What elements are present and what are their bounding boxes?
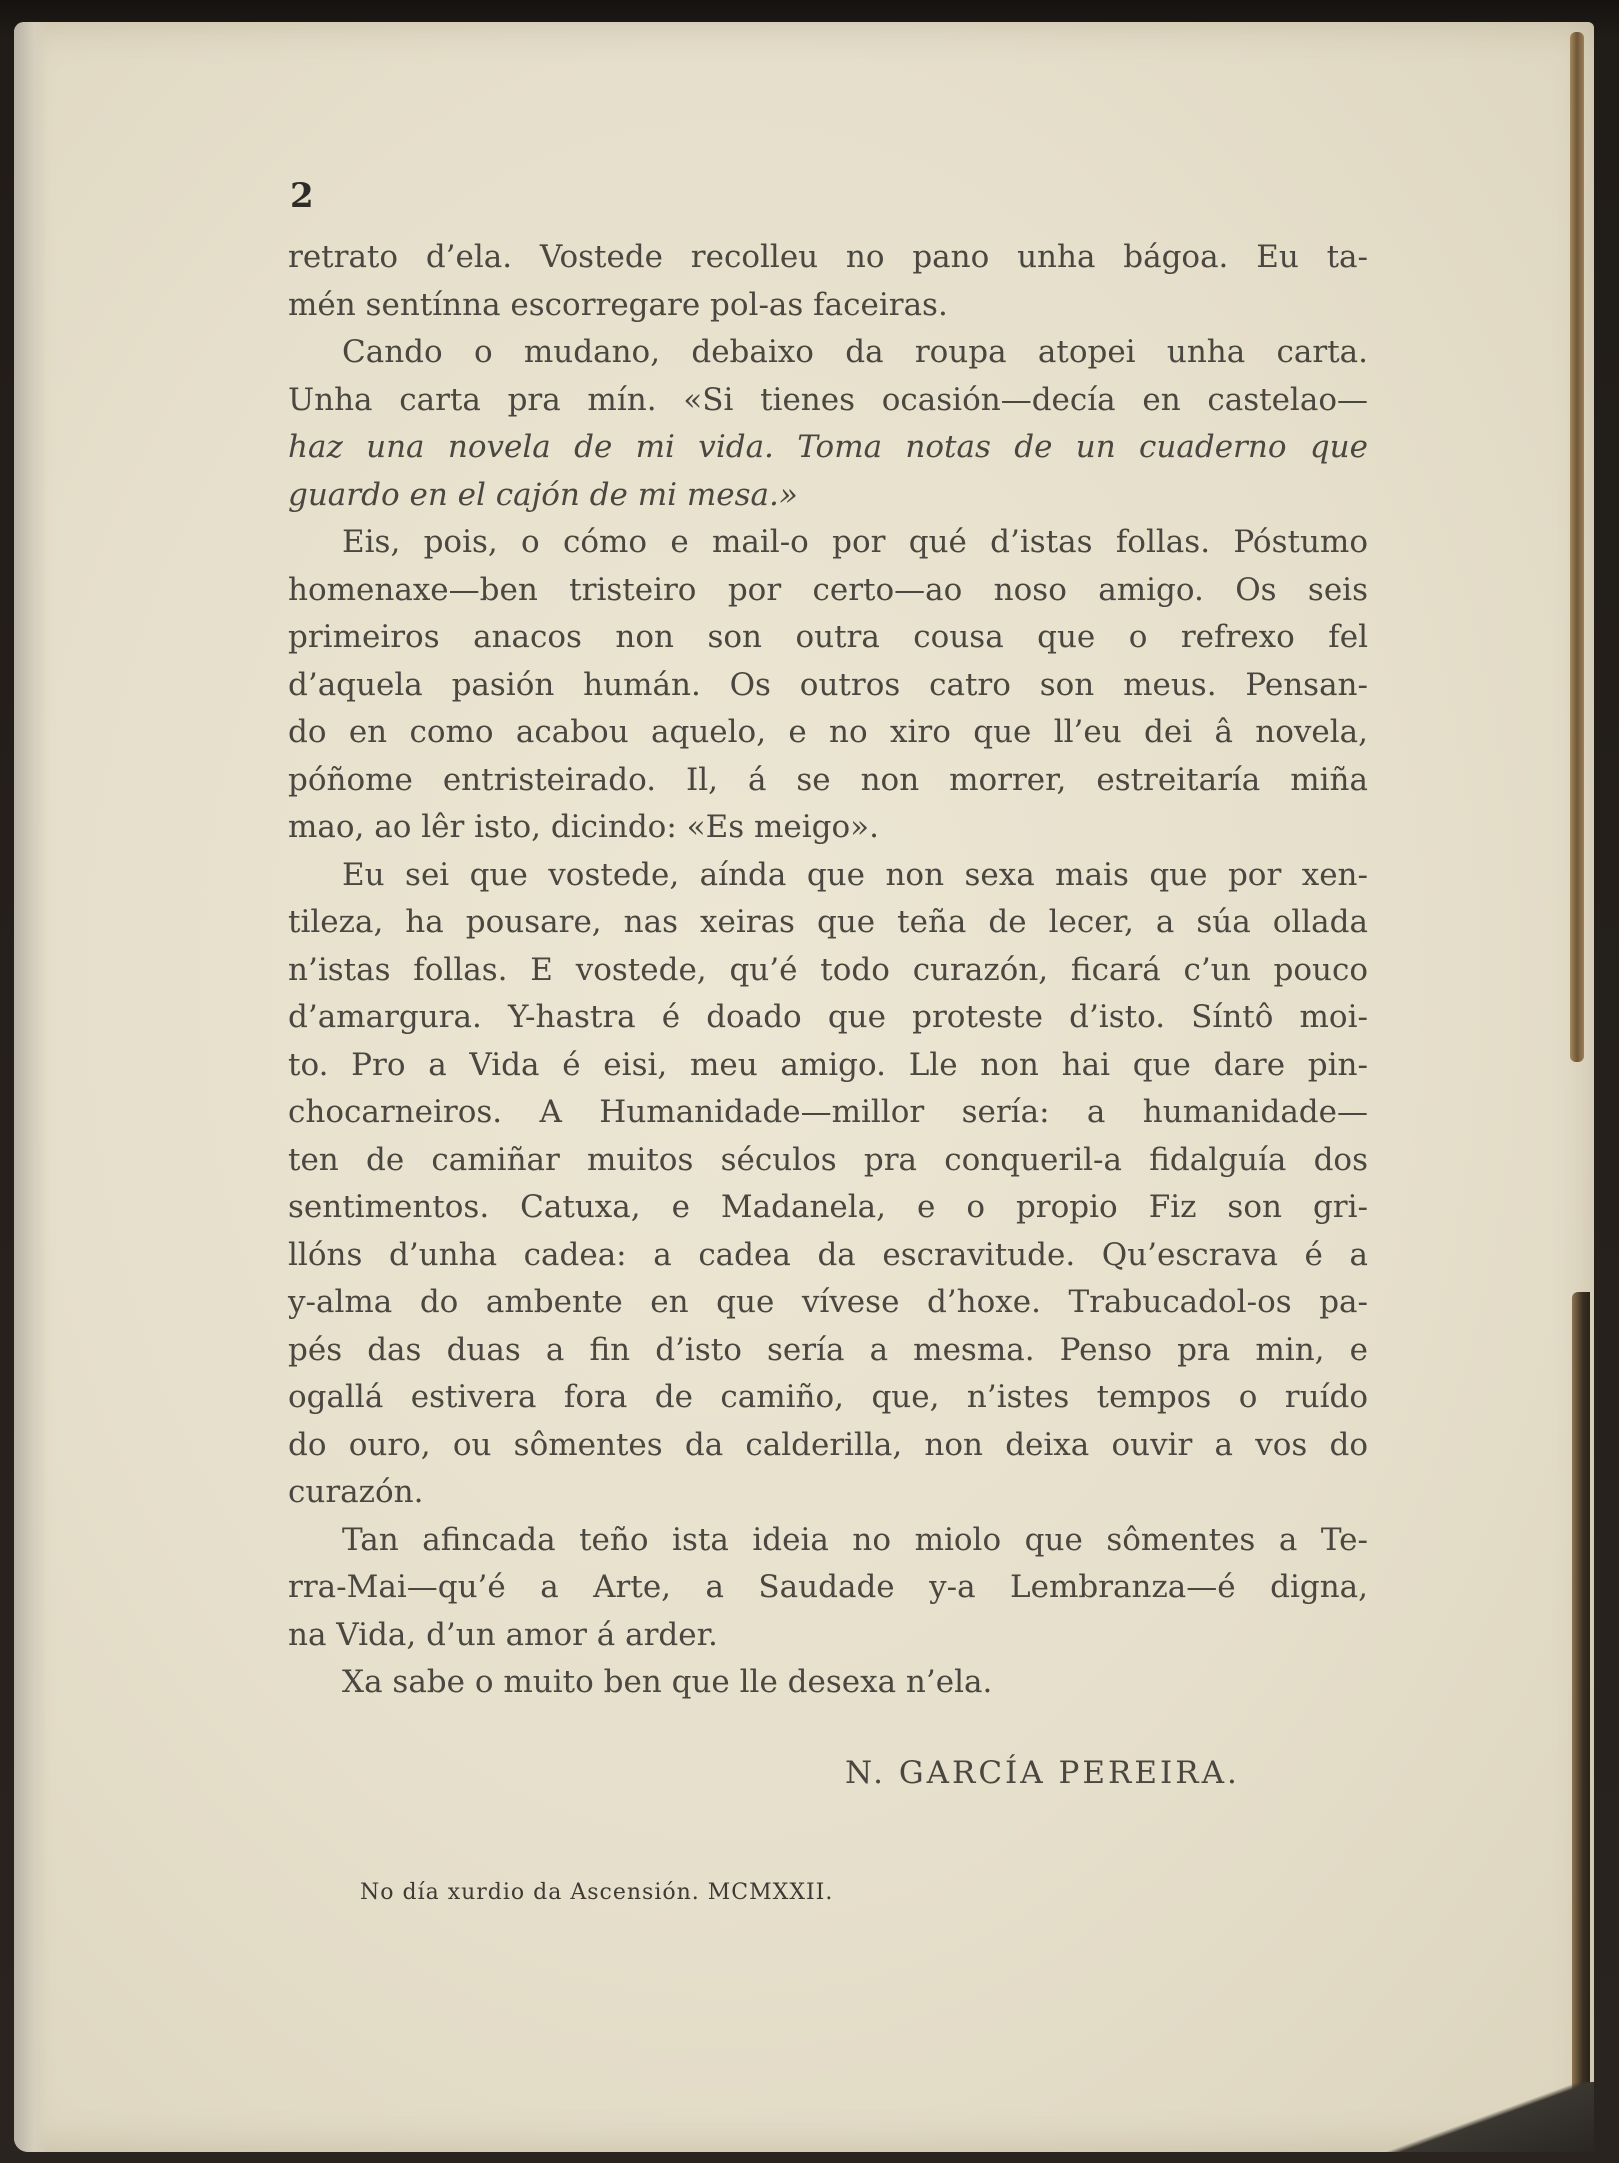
text-line: Eis, pois, o cómo e mail-o por qué d’istas follas. Póstumo: [342, 524, 1368, 560]
text-line: Xa sabe o muito ben que lle desexa n’ela.: [342, 1664, 993, 1700]
text-line: llóns d’unha cadea: a cadea da escravitude. Qu’escrava é a: [288, 1236, 1368, 1273]
paragraph-1: [288, 234, 1368, 329]
text-line: retrato d’ela. Vostede recolleu no pano unha bágoa. Eu ta-: [288, 239, 1368, 275]
text-line: Tan afincada teño ista ideia no miolo que sômentes a Te-: [342, 1521, 1368, 1558]
body-text: [288, 234, 1368, 1707]
text-line: ogallá estivera fora de camiño, que, n’istes tempos o ruído: [288, 1379, 1368, 1415]
book-spine-shadow: [1572, 1292, 1590, 2152]
text-line: mao, ao lêr isto, dicindo: «Es meigo».: [288, 809, 879, 845]
text-line: pés das duas a fin d’isto sería a mesma. Penso pra min, e: [288, 1331, 1368, 1368]
book-spine-edge: [1570, 32, 1584, 1062]
text-line-italic: [288, 424, 1368, 472]
paragraph-5: [288, 1517, 1368, 1660]
text-line: Eu sei que vostede, aínda que non sexa mais que por xen-: [342, 856, 1368, 893]
paragraph-4: [288, 852, 1368, 1517]
text-line-italic: [288, 472, 1368, 520]
text-line: to. Pro a Vida é eisi, meu amigo. Lle non hai que dare pin-: [288, 1046, 1368, 1083]
text-line: homenaxe—ben tristeiro por certo—ao noso amigo. Os seis: [288, 571, 1368, 608]
text-line: do en como acabou aquelo, e no xiro que ll’eu dei â novela,: [288, 714, 1368, 750]
text-line: ten de camiñar muitos séculos pra conqueril-a fidalguía dos: [288, 1141, 1368, 1178]
dateline: No día xurdio da Ascensión. MCMXXII.: [360, 1880, 834, 1905]
italic-quote: guardo en el cajón de mi mesa.»: [288, 476, 798, 513]
paragraph-3: [288, 519, 1368, 852]
text-line: do ouro, ou sômentes da calderilla, non deixa ouvir a vos do: [288, 1426, 1368, 1463]
text-line: y-alma do ambente en que vívese d’hoxe. Trabucadol-os pa-: [288, 1284, 1368, 1320]
text-line: n’istas follas. E vostede, qu’é todo curazón, ficará c’un pouco: [288, 951, 1368, 988]
page-left-edge: [14, 22, 48, 2152]
author-signature: N. GARCÍA PEREIRA.: [845, 1755, 1240, 1791]
paragraph-6: [288, 1659, 1368, 1707]
text-line: rra-Mai—qu’é a Arte, a Saudade y-a Lembranza—é digna,: [288, 1569, 1368, 1605]
text-line: curazón.: [288, 1474, 424, 1510]
page-number: 2: [290, 176, 314, 216]
text-line: Unha carta pra mín. «Si tienes ocasión—decía en castelao—: [288, 381, 1368, 418]
text-line: Cando o mudano, debaixo da roupa atopei unha carta.: [342, 334, 1368, 370]
text-line: mén sentínna escorregare pol-as faceiras.: [288, 286, 948, 323]
italic-quote: haz una novela de mi vida. Toma notas de un cuaderno que: [288, 429, 1368, 465]
text-line: d’amargura. Y-hastra é doado que proteste d’isto. Síntô moi-: [288, 999, 1368, 1035]
text-line: chocarneiros. A Humanidade—millor sería: a humanidade—: [288, 1094, 1368, 1130]
text-line: póñome entristeirado. Il, á se non morrer, estreitaría miña: [288, 761, 1368, 798]
text-line: primeiros anacos non son outra cousa que o refrexo fel: [288, 619, 1368, 655]
text-line: tileza, ha pousare, nas xeiras que teña de lecer, a súa ollada: [288, 904, 1368, 940]
page-corner-shadow: [1384, 2082, 1594, 2152]
paragraph-2: [288, 329, 1368, 519]
text-line: sentimentos. Catuxa, e Madanela, e o propio Fiz son gri-: [288, 1189, 1368, 1225]
text-line: na Vida, d’un amor á arder.: [288, 1616, 718, 1653]
text-line: d’aquela pasión humán. Os outros catro son meus. Pensan-: [288, 666, 1368, 703]
